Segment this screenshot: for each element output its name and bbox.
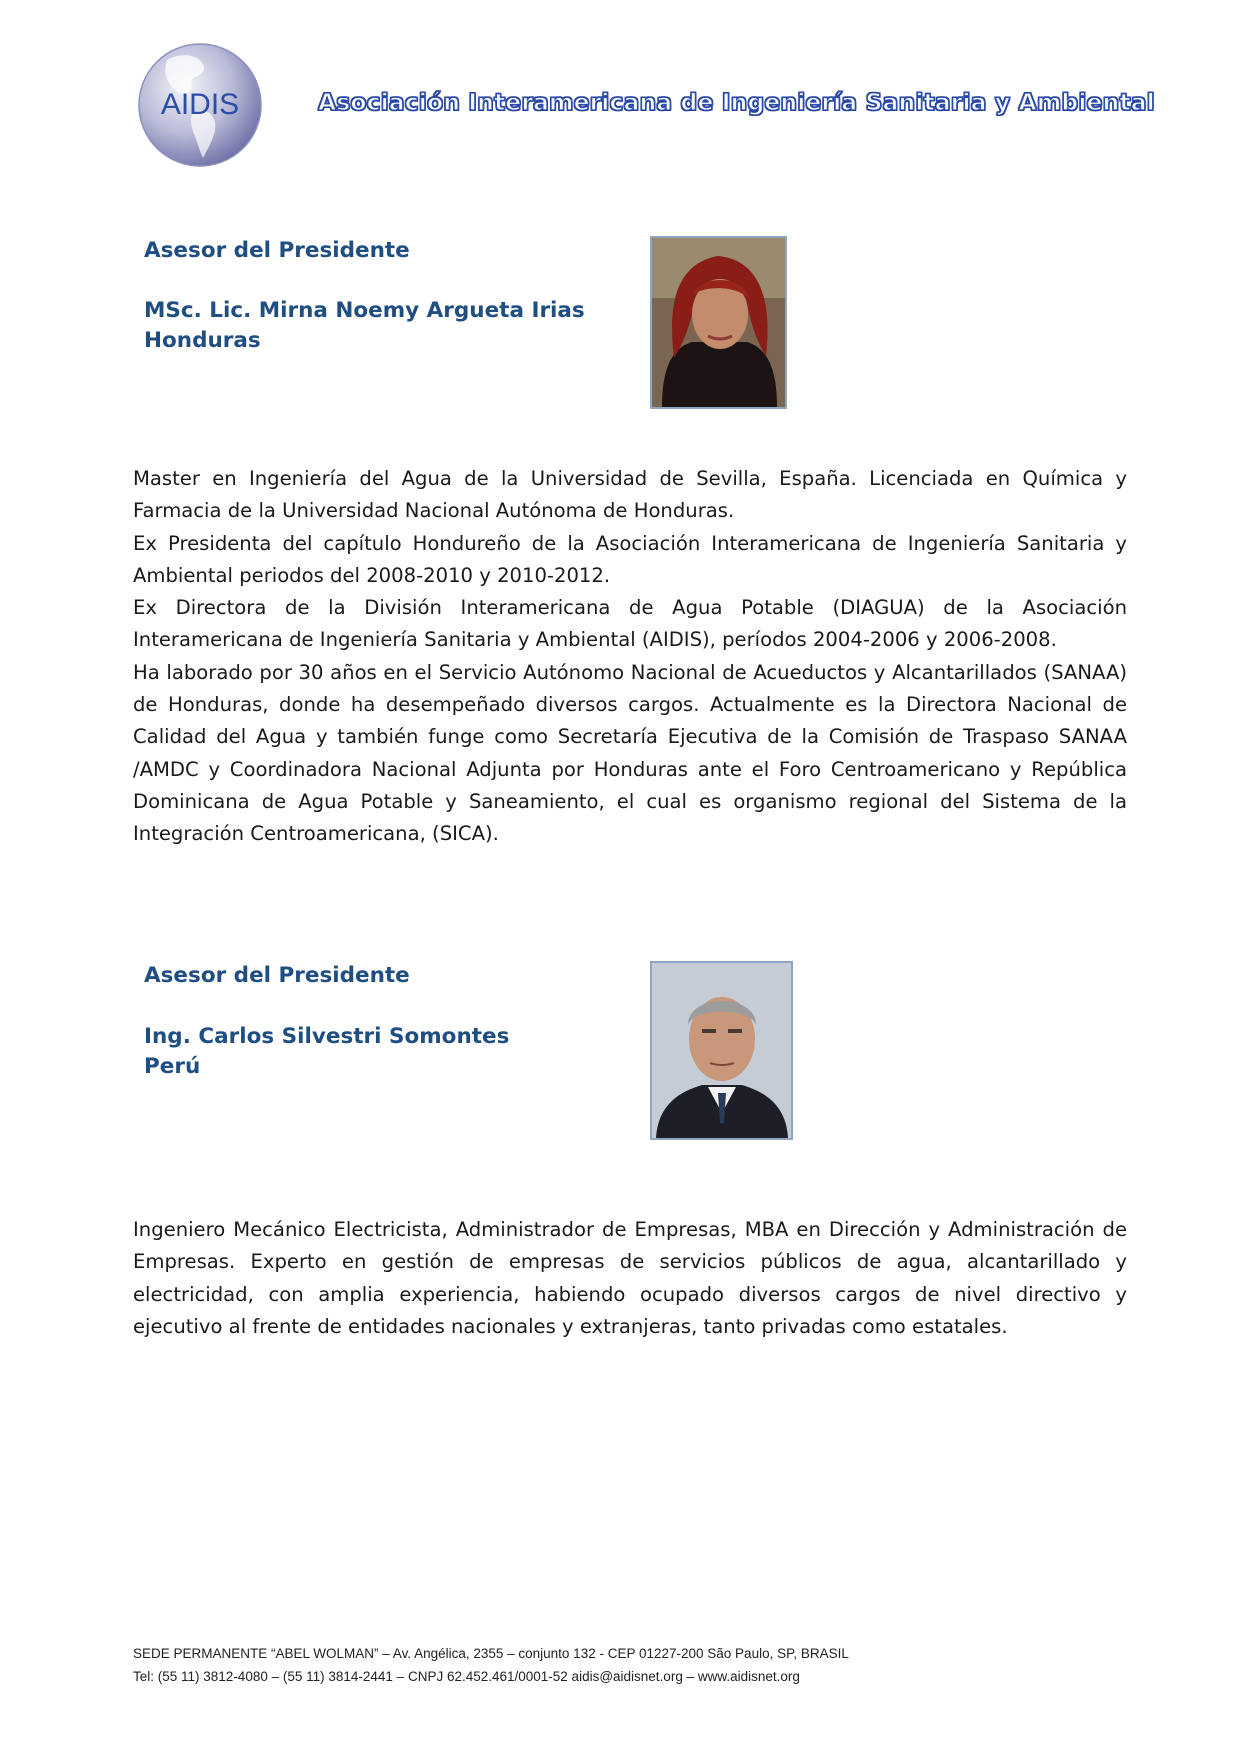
advisor-1-photo — [650, 236, 787, 409]
logo-text: AIDIS — [160, 88, 240, 121]
advisor-1-name: MSc. Lic. Mirna Noemy Argueta Irias — [144, 298, 585, 323]
advisor-2-bio — [133, 1214, 1127, 1343]
advisor-1-role: Asesor del Presidente — [144, 238, 410, 263]
advisor-1-bio — [133, 463, 1127, 851]
advisor-2-country: Perú — [144, 1054, 201, 1079]
footer-contact: Tel: (55 11) 3812-4080 – (55 11) 3814-2441 – CNPJ 62.452.461/0001-52 aidis@aidisnet.org – www.aidisnet.org — [133, 1669, 800, 1684]
advisor-2-role: Asesor del Presidente — [144, 963, 410, 988]
advisor-2-photo — [650, 961, 793, 1140]
advisor-1-bio-paragraph: Ex Directora de la División Interamericana de Agua Potable (DIAGUA) de la Asociación Interamericana de Ingeniería Sanitaria y Ambiental (AIDIS), períodos 2004-2006 y 2006-2008. — [133, 596, 1127, 652]
organization-name: Asociación Interamericana de Ingeniería Sanitaria y Ambiental — [318, 88, 1155, 116]
aidis-logo — [137, 42, 263, 168]
advisor-1-country: Honduras — [144, 328, 261, 353]
advisor-2-bio-paragraph: Ingeniero Mecánico Electricista, Administrador de Empresas, MBA en Dirección y Administración de Empresas. Experto en gestión de empresas de servicios públicos de agua, alcantarillado y electricidad, con amplia experiencia, habiendo ocupado diversos cargos de nivel directivo y ejecutivo al frente de entidades nacionales y extranjeras, tanto privadas como estatales. — [133, 1218, 1127, 1338]
advisor-2-name: Ing. Carlos Silvestri Somontes — [144, 1024, 510, 1049]
footer-address: SEDE PERMANENTE “ABEL WOLMAN” – Av. Angélica, 2355 – conjunto 132 - CEP 01227-200 São Paulo, SP, BRASIL — [133, 1646, 849, 1661]
advisor-1-bio-paragraph: Master en Ingeniería del Agua de la Universidad de Sevilla, España. Licenciada en Química y Farmacia de la Universidad Nacional Autónoma de Honduras. — [133, 467, 1127, 523]
footer — [133, 1642, 849, 1688]
advisor-1-bio-paragraph: Ha laborado por 30 años en el Servicio Autónomo Nacional de Acueductos y Alcantarillados (SANAA) de Honduras, donde ha desempeñado diversos cargos. Actualmente es la Directora Nacional de Calidad del Agua y también funge como Secretaría Ejecutiva de la Comisión de Traspaso SANAA /AMDC y Coordinadora Nacional Adjunta por Honduras ante el Foro Centroamericano y República Dominicana de Agua Potable y Saneamiento, el cual es organismo regional del Sistema de la Integración Centroamericana, (SICA). — [133, 660, 1127, 846]
advisor-1-bio-paragraph: Ex Presidenta del capítulo Hondureño de la Asociación Interamericana de Ingeniería Sanitaria y Ambiental periodos del 2008-2010 y 2010-2012. — [133, 531, 1127, 587]
